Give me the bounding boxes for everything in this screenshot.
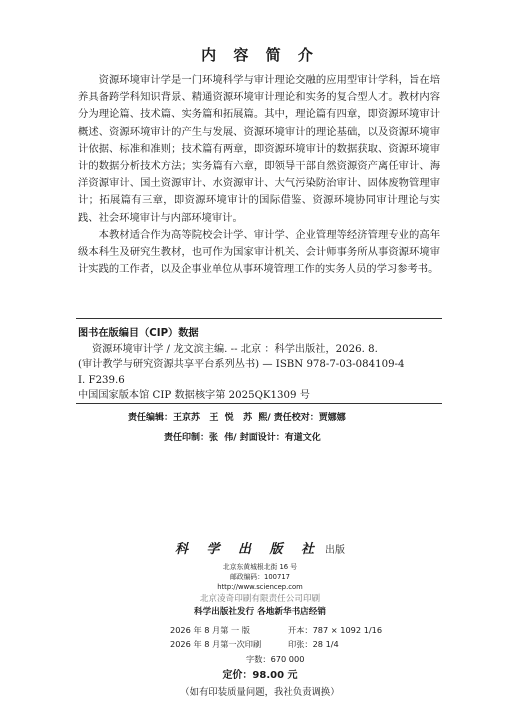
format-spec: 开本：787 × 1092 1/16 <box>288 625 383 635</box>
print-name: 张 伟 <box>209 433 234 443</box>
cover-label: / 封面设计： <box>233 433 285 443</box>
editor-names: 王京苏 王 悦 苏 熙 <box>173 413 268 423</box>
credits-row-editors <box>128 412 346 425</box>
price: 定价：98.00 元 <box>222 670 298 681</box>
credits-row-print <box>164 432 321 445</box>
cip-bottom-rule <box>76 403 442 404</box>
cip-line-title: 资源环境审计学 / 龙文滨主编. -- 北京 ：科学出版社，2026. 8. <box>92 343 378 355</box>
proof-name: 贾娜娜 <box>318 413 346 423</box>
publisher-address: 北京东黄城根北街 16 号 <box>222 563 298 571</box>
intro-body <box>78 72 440 278</box>
sheets-spec: 印张：28 1/4 <box>288 639 339 649</box>
publisher-website: http://www.sciencep.com <box>217 583 303 591</box>
proof-label: / 责任校对： <box>267 413 319 423</box>
intro-paragraph-1: 资源环境审计学是一门环境科学与审计理论交融的应用型审计学科，旨在培养具备跨学科知识背景、精通资源环境审计理论和实务的复合型人才。教材内容分为理论篇、技术篇、实务篇和拓展篇。其中，理论篇有四章，即资源环境审计概述、资源环境审计的产生与发展、资源环境审计的理论基础，以及资源环境审计依据、标准和准则；技术篇有两章，即资源环境审计的数据获取、资源环境审计的数据分析技术方法；实务篇有六章，即领导干部自然资源资产离任审计、海洋资源审计、国土资源审计、水资源审计、大气污染防治审计、固体废物管理审计；拓展篇有三章，即资源环境审计的国际借鉴、资源环境协同审计理论与实践、社会环境审计与内部环境审计。 <box>78 74 440 224</box>
edition-date: 2026 年 8 月第 一 版 <box>170 625 250 635</box>
publisher-postcode: 邮政编码：100717 <box>230 573 290 581</box>
publisher-name-line <box>0 538 520 560</box>
publisher-suffix: 出版 <box>325 545 346 556</box>
intro-paragraph-2: 本教材适合作为高等院校会计学、审计学、企业管理等经济管理专业的高年级本科生及研究生教材，也可作为国家审计机关、会计师事务所从事资源环境审计实践的工作者，以及企事业单位从事环境管理工作的实务人员的学习参考书。 <box>78 228 440 276</box>
printer-line: 北京凌奇印刷有限责任公司印刷 <box>199 594 321 604</box>
cip-line-series: (审计教学与研究资源共享平台系列丛书) — ISBN 978-7-03-084109-4 <box>78 359 405 371</box>
cip-line-classification: Ⅰ. F239.6 <box>78 374 125 386</box>
cover-name: 有道文化 <box>284 433 321 443</box>
distributor-line: 科学出版社发行 各地新华书店经销 <box>194 607 326 617</box>
cip-block <box>78 326 442 404</box>
editor-label: 责任编辑： <box>128 413 174 423</box>
cip-top-rule <box>76 318 442 319</box>
intro-title: 内 容 简 介 <box>201 46 319 64</box>
print-label: 责任印制： <box>164 433 210 443</box>
quality-notice: （如有印装质量问题，我社负责调换） <box>180 687 340 698</box>
publisher-logo: 科 学 出 版 社 <box>174 542 322 557</box>
cip-line-number: 中国国家版本馆 CIP 数据核字第 2025QK1309 号 <box>78 390 310 402</box>
cip-heading: 图书在版编目（CIP）数据 <box>78 328 199 339</box>
print-date: 2026 年 8 月第一次印刷 <box>170 639 262 649</box>
word-count: 字数：670 000 <box>246 654 305 664</box>
